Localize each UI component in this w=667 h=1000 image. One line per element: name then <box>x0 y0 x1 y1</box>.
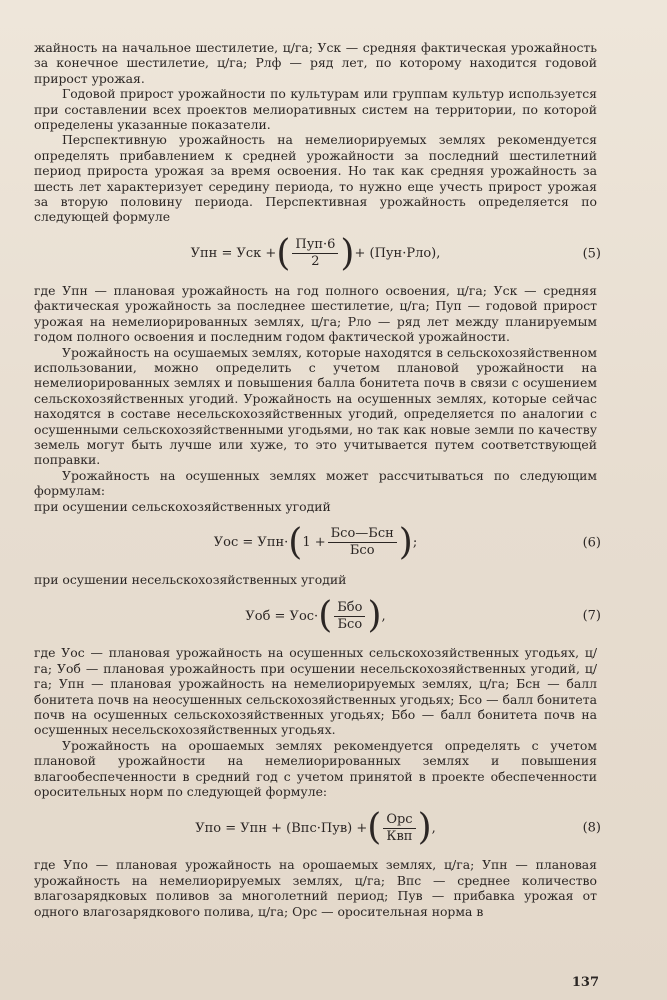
formula-8-numerator: Орс <box>383 812 415 829</box>
formula-6-tail: ; <box>412 535 418 551</box>
formula-7-fraction <box>334 600 365 633</box>
formula-6-paren-close: ) <box>398 521 413 563</box>
paragraph-6: Урожайность на осушенных землях может рассчитываться по следующим формулам: <box>34 467 597 499</box>
formula-5-number: (5) <box>582 246 601 262</box>
paragraph-2: Годовой прирост урожайности по культурам или группам культур используется при составлении всех проектов мелиоративных систем на территории, по которой определены указанные показатели. <box>34 86 597 133</box>
formula-5-fraction <box>292 237 338 270</box>
formula-8-paren-open: ( <box>367 807 382 849</box>
formula-7-lhs: Уоб = Уос· <box>245 608 319 624</box>
paragraph-4: где Упн — плановая урожайность на год полного освоения, ц/га; Уск — средняя фактическая урожайность за последнее шестилетие, ц/га; Пуп — годовой прирост урожая на немелиорированных землях, ц/га; Рло — ряд лет между планируемым годом полного освоения и последним годом фактической урожайности. <box>34 282 597 345</box>
formula-8-number: (8) <box>582 820 601 836</box>
paragraph-7: при осушении сельскохозяйственных угодий <box>34 498 331 514</box>
formula-8 <box>34 799 601 857</box>
paragraph-11: где Упо — плановая урожайность на орошаемых землях, ц/га; Упн — плановая урожайность на немелиорируемых землях, ц/га; Впс — среднее количество влагозарядковых поливов за многолетний период; Пув — прибавка урожая от одного влагозарядкового полива, ц/га; Орс — оросительная норма в <box>34 857 597 919</box>
formula-5-rhs: + (Пун·Рло), <box>354 246 441 262</box>
paragraph-1: жайность на начальное шестилетие, ц/га; Уск — средняя фактическая урожайность за конечное шестилетие, ц/га; Рлф — ряд лет, по которому находится годовой прирост урожая. <box>34 40 597 86</box>
formula-6 <box>34 514 601 572</box>
formula-5-paren-open: ( <box>276 232 291 274</box>
formula-6-lhs: Уос = Упн· <box>213 535 289 551</box>
paragraph-9: где Уос — плановая урожайность на осушенных сельскохозяйственных угодьях, ц/га; Уоб — плановая урожайность при осушении несельскохозяйственных угодий, ц/га; Упн — плановая урожайность на немелиорируемых землях, ц/га; Бсн — балл бонитета почв на неосушенных сельскохозяйственных угодьях; Бсо — балл бонитета почв на осушенных сельскохозяйственных угодьях; Ббо — балл бонитета почв на осушенных несельскохозяйственных угодьях. <box>34 645 597 738</box>
formula-7-tail: , <box>381 608 386 624</box>
formula-7-paren-open: ( <box>318 595 333 637</box>
formula-7-paren-close: ) <box>367 595 382 637</box>
formula-6-fraction <box>328 526 397 559</box>
paragraph-5: Урожайность на осушаемых землях, которые находятся в сельскохозяйственном использовании, можно определить с учетом плановой урожайности на немелиорированных землях и повышения балла бонитета почв в связи с осушением сельскохозяйственных угодий. Урожайность на осушенных землях, которые сейчас находятся в составе несельскохозяйственных угодий, определяется по аналогии с осушенными сельскохозяйственными угодьями, но так как новые земли по качеству земель могут быть лучше или хуже, то это учитывается путем соответствующей поправки. <box>34 344 597 468</box>
formula-7-numerator: Ббо <box>334 600 365 617</box>
formula-5-paren-close: ) <box>340 232 355 274</box>
formula-5-lhs: Упн = Уск + <box>190 246 277 262</box>
paragraph-8: при осушении несельскохозяйственных угодий <box>34 571 347 587</box>
formula-7-denominator: Бсо <box>337 616 363 632</box>
formula-5-denominator: 2 <box>311 254 320 270</box>
formula-6-number: (6) <box>582 535 601 551</box>
formula-8-tail: , <box>431 820 436 836</box>
formula-7-number: (7) <box>582 608 601 624</box>
formula-8-lhs: Упо = Упн + (Впс·Пув) + <box>195 820 368 836</box>
formula-8-paren-close: ) <box>417 807 432 849</box>
formula-6-numerator: Бсо—Бсн <box>328 526 397 543</box>
paragraph-3: Перспективную урожайность на немелиорируемых землях рекомендуется определять прибавлением к средней урожайности за последний шестилетний период прироста урожая за время освоения. Но так как средняя урожайность за шесть лет характеризует середину периода, то нужно еще учесть прирост урожая за вторую половину периода. Перспективная урожайность определяется по следующей формуле <box>34 132 597 225</box>
formula-7 <box>34 587 601 645</box>
formula-8-denominator: Квп <box>386 828 413 844</box>
formula-5-numerator: Пуп·6 <box>292 237 338 254</box>
formula-6-inner: 1 + <box>302 535 326 551</box>
paragraph-10: Урожайность на орошаемых землях рекомендуется определять с учетом плановой урожайности на немелиорированных землях и повышения влагообеспеченности в средний год с учетом принятой в проекте обеспеченности оросительных норм по следующей формуле: <box>34 737 597 800</box>
page-number: 137 <box>571 975 599 990</box>
formula-6-denominator: Бсо <box>349 543 375 559</box>
formula-8-fraction <box>383 812 415 845</box>
formula-6-paren-open: ( <box>288 521 303 563</box>
formula-5 <box>34 225 601 283</box>
